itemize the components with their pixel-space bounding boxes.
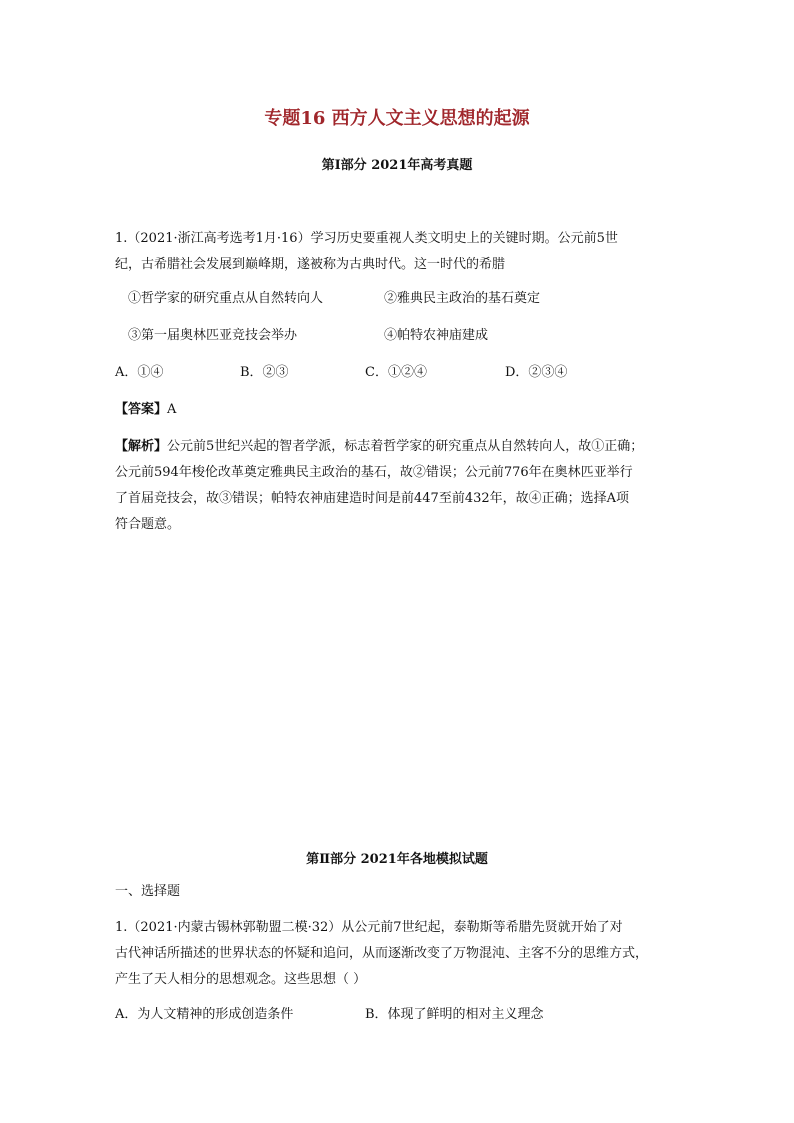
q1-analysis-line1 xyxy=(115,434,643,460)
q1-item-3: ③第一届奥林匹亚竞技会举办 xyxy=(128,328,298,343)
q1-choice-d: D．②③④ xyxy=(505,365,568,380)
p2-q1-stem-line3: 产生了天人相分的思想观念。这些思想（ ） xyxy=(115,972,367,987)
q1-choice-b: B．②③ xyxy=(240,365,289,380)
p2-q1-stem-line2: 古代神话所描述的世界状态的怀疑和追问，从而逐渐改变了万物混沌、主客不分的思维方式， xyxy=(115,946,649,961)
q1-stem-line1: 1.（2021·浙江高考选考1月·16）学习历史要重视人类文明史上的关键时期。公元前5世 xyxy=(115,231,618,246)
p2-q1-stem-line1: 1.（2021·内蒙古锡林郭勒盟二模·32）从公元前7世纪起，泰勒斯等希腊先贤就开始了对 xyxy=(115,920,623,935)
p2-q1-choice-b: B．体现了鲜明的相对主义理念 xyxy=(365,1007,544,1022)
q1-stem-line2: 纪，古希腊社会发展到巅峰期，遂被称为古典时代。这一时代的希腊 xyxy=(115,257,506,272)
q1-item-1: ①哲学家的研究重点从自然转向人 xyxy=(128,291,324,306)
part1-heading: 第Ⅰ部分 2021年高考真题 xyxy=(321,158,473,173)
q1-choice-a: A．①④ xyxy=(115,365,164,380)
section-label: 一、选择题 xyxy=(115,884,181,899)
document-title: 专题16 西方人文主义思想的起源 xyxy=(264,108,530,129)
analysis-text-1: 公元前5世纪兴起的智者学派，标志着哲学家的研究重点从自然转向人，故①正确； xyxy=(167,439,644,454)
q1-answer xyxy=(115,397,176,423)
answer-label: 【答案】 xyxy=(115,402,168,417)
analysis-label: 【解析】 xyxy=(115,439,168,454)
part2-heading: 第Ⅱ部分 2021年各地模拟试题 xyxy=(306,852,488,867)
q1-choice-c: C．①②④ xyxy=(365,365,427,380)
answer-value: A xyxy=(167,402,177,417)
q1-analysis-line4: 符合题意。 xyxy=(115,517,181,532)
q1-item-4: ④帕特农神庙建成 xyxy=(384,328,489,343)
q1-analysis-line2: 公元前594年梭伦改革奠定雅典民主政治的基石，故②错误；公元前776年在奥林匹亚举行 xyxy=(115,465,633,480)
q1-item-2: ②雅典民主政治的基石奠定 xyxy=(384,291,541,306)
p2-q1-choice-a: A．为人文精神的形成创造条件 xyxy=(115,1007,294,1022)
q1-analysis-line3: 了首届竞技会，故③错误；帕特农神庙建造时间是前447至前432年，故④正确；选择A项 xyxy=(115,491,630,506)
